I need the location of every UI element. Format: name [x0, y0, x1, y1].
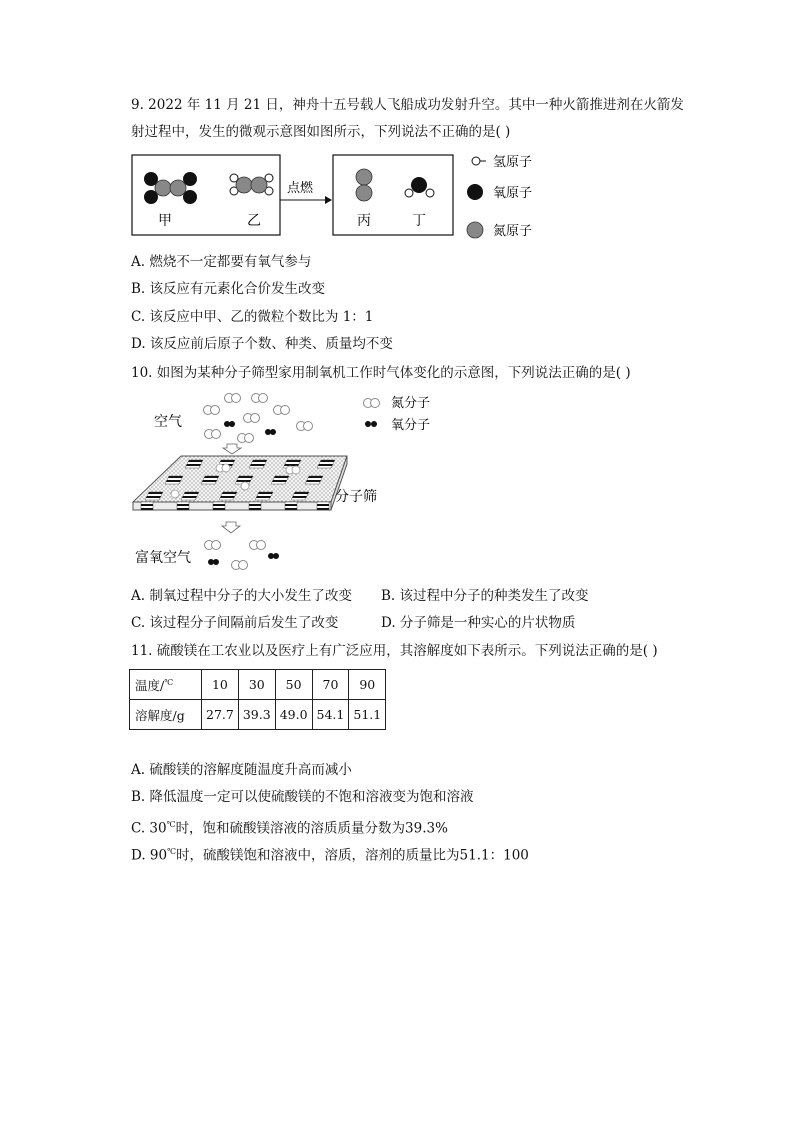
q11-option-d: D. 90℃时，硫酸镁饱和溶液中，溶质，溶剂的质量比为51.1：100 — [131, 847, 529, 864]
q9-option-a: A. 燃烧不一定都要有氧气参与 — [131, 254, 312, 270]
table-cell: 54.1 — [312, 700, 349, 730]
legend-oxygen: 氧原子 — [493, 186, 533, 201]
q10-option-d: D. 分子筛是一种实心的片状物质 — [381, 615, 576, 631]
q10-option-c: C. 该过程分子间隔前后发生了改变 — [131, 615, 339, 631]
q10-sieve-diagram — [125, 388, 455, 578]
label-jia: 甲 — [158, 213, 172, 229]
table-cell: 10 — [202, 670, 239, 700]
q10-option-b: B. 该过程中分子的种类发生了改变 — [381, 588, 589, 604]
q9-stem-line2: 射过程中，发生的微观示意图如图所示，下列说法不正确的是( ) — [131, 124, 511, 140]
table-cell: 70 — [312, 670, 349, 700]
q11-stem: 11. 硫酸镁在工农业以及医疗上有广泛应用，其溶解度如下表所示。下列说法正确的是( ) — [131, 643, 658, 659]
q9-option-b: B. 该反应有元素化合价发生改变 — [131, 281, 326, 297]
q11-option-c: C. 30℃时，饱和硫酸镁溶液的溶质质量分数为39.3% — [131, 820, 448, 837]
molecule-jia — [144, 172, 197, 204]
molecule-ding — [405, 177, 434, 197]
legend-hydrogen: 氢原子 — [493, 155, 533, 170]
table-cell: 27.7 — [202, 700, 239, 730]
q11-option-a: A. 硫酸镁的溶解度随温度升高而减小 — [131, 762, 352, 778]
molecule-yi — [230, 174, 273, 195]
table-cell: 50 — [275, 670, 312, 700]
label-yi: 乙 — [247, 213, 261, 229]
label-bing: 丙 — [357, 213, 371, 229]
q10-legend — [364, 396, 431, 433]
molecule-bing — [356, 169, 372, 201]
legend — [467, 155, 532, 239]
q10-stem: 10. 如图为某种分子筛型家用制氧机工作时气体变化的示意图，下列说法正确的是( ) — [131, 365, 631, 381]
q9-option-c: C. 该反应中甲、乙的微粒个数比为 1：1 — [131, 309, 374, 325]
molecular-sieve — [133, 456, 347, 510]
q11-option-b: B. 降低温度一定可以使硫酸镁的不饱和溶液变为饱和溶液 — [131, 789, 474, 805]
label-ding: 丁 — [412, 213, 426, 229]
label-sieve: 分子筛 — [335, 489, 377, 505]
q10-option-a: A. 制氧过程中分子的大小发生了改变 — [131, 588, 352, 604]
label-air: 空气 — [154, 414, 182, 430]
q9-stem-line1: 9. 2022 年 11 月 21 日，神舟十五号载人飞船成功发射升空。其中一种火箭推进剂在火箭发 — [131, 97, 684, 113]
table-cell: 30 — [238, 670, 275, 700]
legend-o2: 氧分子 — [391, 418, 431, 433]
table-cell: 51.1 — [349, 700, 386, 730]
q9-option-d: D. 该反应前后原子个数、种类、质量均不变 — [131, 336, 393, 352]
table-row-solubility — [130, 700, 386, 730]
label-rich-air: 富氧空气 — [135, 550, 191, 566]
table-header-solubility: 溶解度/g — [130, 700, 202, 730]
table-row-temperature — [130, 670, 386, 700]
table-cell: 39.3 — [238, 700, 275, 730]
table-header-temperature: 温度/℃ — [130, 670, 202, 700]
table-cell: 49.0 — [275, 700, 312, 730]
q9-reaction-diagram — [120, 145, 560, 255]
arrow-label: 点燃 — [287, 181, 314, 196]
legend-n2: 氮分子 — [391, 396, 431, 411]
solubility-table — [129, 669, 386, 730]
legend-nitrogen: 氮原子 — [493, 224, 533, 239]
air-molecules — [204, 394, 313, 443]
table-cell: 90 — [349, 670, 386, 700]
rich-air-molecules — [205, 541, 280, 570]
